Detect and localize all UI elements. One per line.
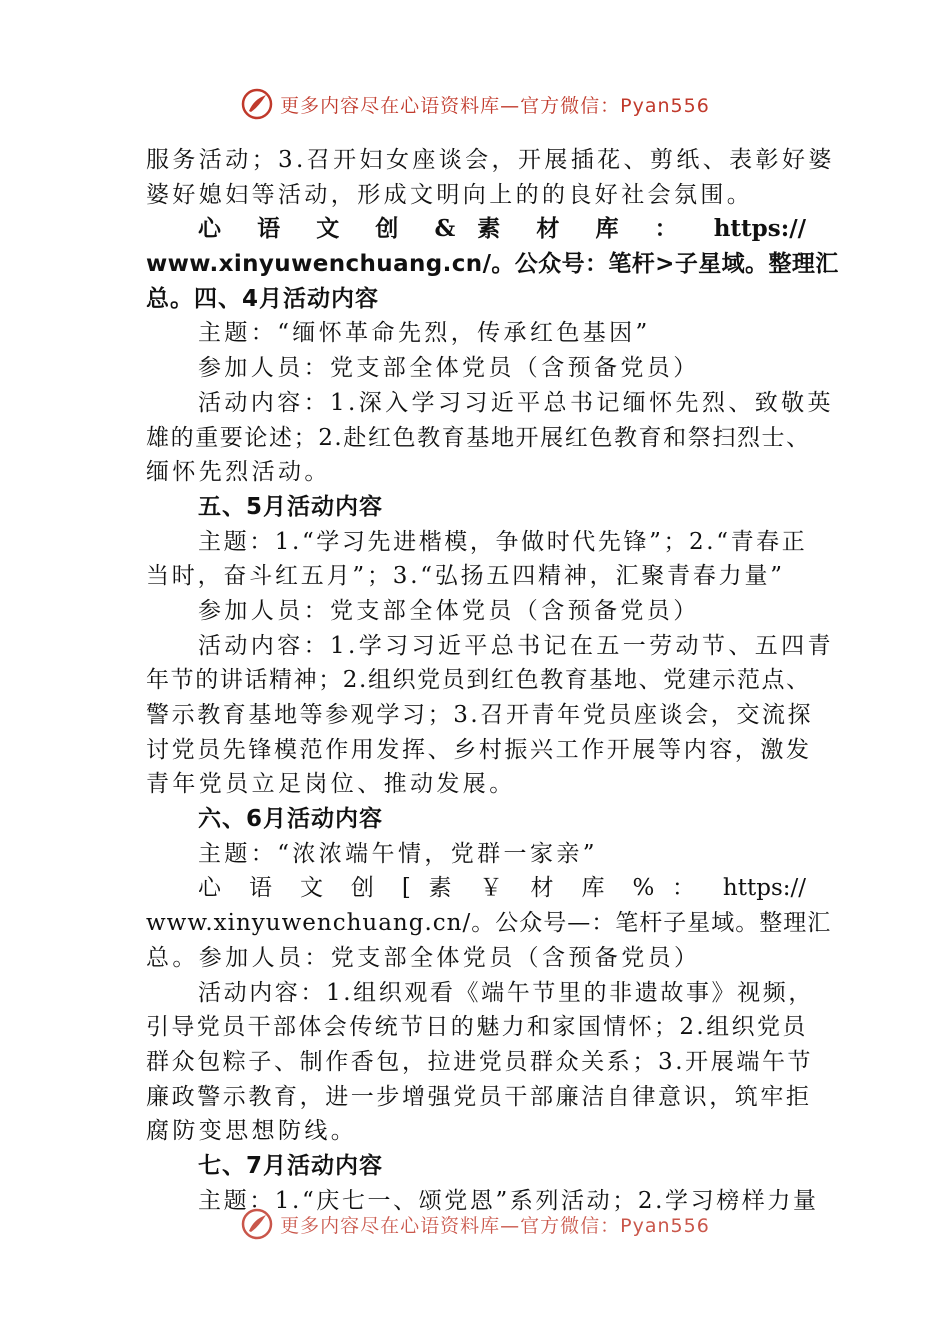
watermark-inline-line: www.xinyuwenchuang.cn/。公众号：笔杆>子星域。整理汇 [146,251,839,278]
brand-logo-icon [240,87,274,121]
text-line: 群众包粽子、制作香包，拉进党员群众关系；3.开展端午节 [146,1048,814,1075]
section-heading: 总。四、4月活动内容 [146,285,380,312]
text-line: 总。参加人员：党支部全体党员（含预备党员） [146,944,701,971]
text-line: 缅怀先烈活动。 [146,459,331,486]
text-line: 主题：1.“学习先进楷模，争做时代先锋”；2.“青春正 [198,528,808,555]
text-line: 活动内容：1.学习习近平总书记在五一劳动节、五四青 [198,632,834,659]
text-line: 青年党员立足岗位、推动发展。 [146,771,516,798]
text-line: 廉政警示教育，进一步增强党员干部廉洁自律意识，筑牢拒 [146,1083,812,1110]
watermark-banner-top [0,84,950,124]
section-heading: 六、6月活动内容 [198,806,384,833]
text-line: 主题：“浓浓端午情，党群一家亲” [198,840,598,867]
brand-logo-icon [240,1207,274,1241]
text-line: 当时，奋斗红五月”；3.“弘扬五四精神，汇聚青春力量” [146,563,785,590]
text-line: 婆好媳妇等活动，形成文明向上的的良好社会氛围。 [146,181,754,208]
text-line: 活动内容：1.深入学习习近平总书记缅怀先烈、致敬英 [198,389,834,416]
text-line: 雄的重要论述；2.赴红色教育基地开展红色教育和祭扫烈士、 [146,424,811,451]
watermark-inline-line: 心 语 文 创 [ 素 ￥ 材 库 % ： https:// [198,875,806,902]
text-line: 引导党员干部体会传统节日的魅力和家国情怀；2.组织党员 [146,1014,808,1041]
text-line: 主题：1.“庆七一、颂党恩”系列活动；2.学习榜样力量 [198,1187,819,1214]
text-line: 活动内容：1.组织观看《端午节里的非遗故事》视频， [198,979,814,1006]
section-heading: 五、5月活动内容 [198,493,384,520]
document-body [146,143,839,1218]
watermark-banner-bottom [0,1204,950,1244]
text-line: 主题：“缅怀革命先烈，传承红色基因” [198,320,651,347]
text-line: 年节的讲话精神；2.组织党员到红色教育基地、党建示范点、 [146,667,811,694]
watermark-text: 更多内容尽在心语资料库—官方微信：Pyan556 [280,94,710,117]
section-heading: 七、7月活动内容 [198,1152,384,1179]
text-line: 服务活动；3.召开妇女座谈会，开展插花、剪纸、表彰好婆 [146,147,835,173]
watermark-text: 更多内容尽在心语资料库—官方微信：Pyan556 [280,1214,710,1237]
watermark-inline-line: 心 语 文 创 & 素 材 库 ： https:// [198,215,806,243]
text-line: 参加人员：党支部全体党员（含预备党员） [198,355,700,382]
text-line: 讨党员先锋模范作用发挥、乡村振兴工作开展等内容，激发 [146,736,812,763]
text-line: 腐防变思想防线。 [146,1118,358,1145]
text-line: 参加人员：党支部全体党员（含预备党员） [198,597,700,624]
watermark-inline-line: www.xinyuwenchuang.cn/。公众号—：笔杆子星域。整理汇 [146,910,832,937]
text-line: 警示教育基地等参观学习；3.召开青年党员座谈会，交流探 [146,702,814,728]
